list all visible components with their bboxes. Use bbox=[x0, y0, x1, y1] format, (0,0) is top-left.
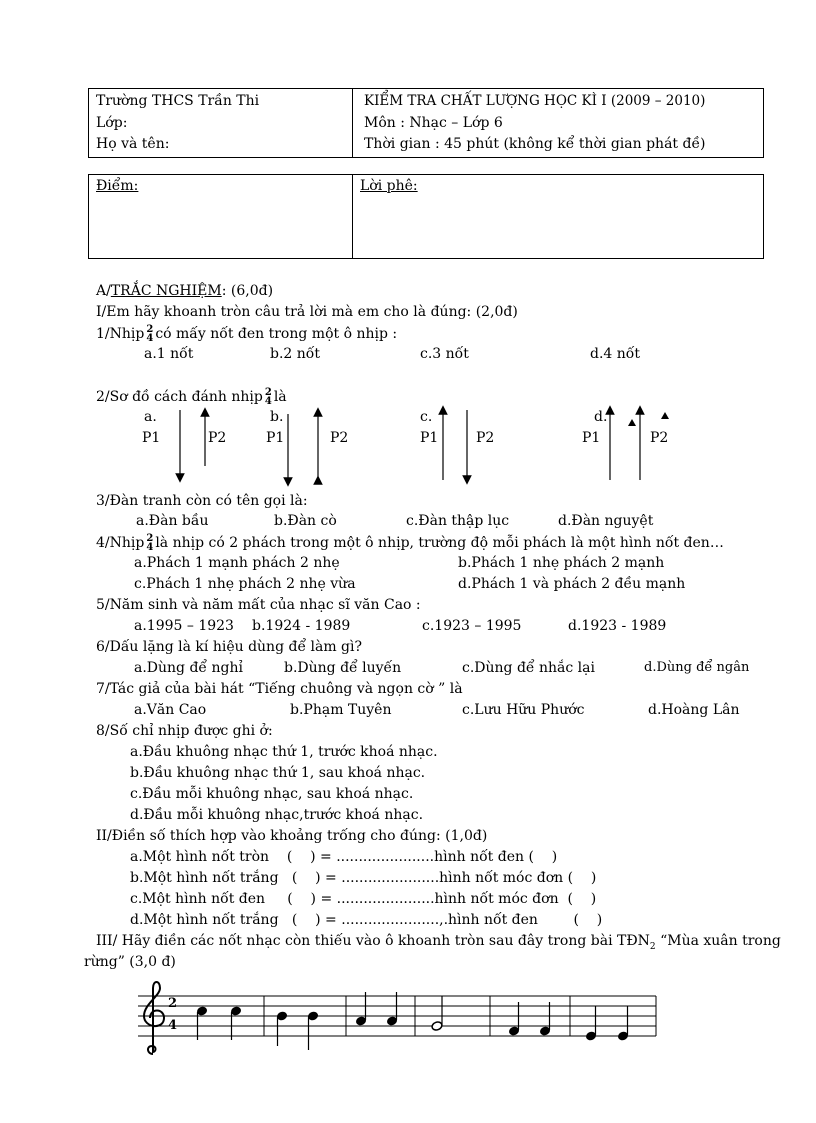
comment-label: Lời phê: bbox=[360, 178, 418, 194]
part2-line-a: a.Một hình nốt tròn ( ) = ......................hình nốt đen ( ) bbox=[130, 849, 558, 865]
school-name: Trường THCS Trần Thi bbox=[96, 93, 260, 109]
time-signature: 2 4 bbox=[146, 324, 154, 344]
half-note bbox=[431, 1021, 443, 1032]
q5-stem: 5/Năm sinh và năm mất của nhạc sĩ văn Cao : bbox=[96, 597, 421, 613]
q2-a-p2: P2 bbox=[208, 430, 227, 446]
q2-d-p2: P2 bbox=[650, 430, 669, 446]
q7-stem: 7/Tác giả của bài hát “Tiếng chuông và ngọn cờ ” là bbox=[96, 681, 463, 697]
q2-c-p2: P2 bbox=[476, 430, 495, 446]
quarter-note bbox=[197, 1006, 208, 1016]
small-triangle-icon bbox=[661, 412, 669, 419]
part1-title: I/Em hãy khoanh tròn câu trả lời mà em cho là đúng: (2,0đ) bbox=[96, 304, 518, 320]
q1-option-c: c.3 nốt bbox=[420, 346, 469, 362]
exam-time: Thời gian : 45 phút (không kể thời gian phát đề) bbox=[364, 136, 706, 152]
q8-stem: 8/Số chỉ nhịp được ghi ở: bbox=[96, 723, 273, 739]
q1-option-d: d.4 nốt bbox=[590, 346, 640, 362]
q8-option-d: d.Đầu mỗi khuông nhạc,trước khoá nhạc. bbox=[130, 807, 424, 823]
small-triangle-icon bbox=[628, 419, 636, 426]
q5-option-c: c.1923 – 1995 bbox=[422, 618, 522, 634]
q2-b-p2: P2 bbox=[330, 430, 349, 446]
q1-option-a: a.1 nốt bbox=[144, 346, 194, 362]
q4-option-b: b.Phách 1 nhẹ phách 2 mạnh bbox=[458, 555, 665, 571]
q2-stem: 2/Sơ đồ cách đánh nhịp 2 4 là bbox=[96, 387, 287, 407]
quarter-note bbox=[618, 1031, 629, 1041]
part3-title-line2: rừng” (3,0 đ) bbox=[84, 954, 176, 970]
staff-time-signature-bottom: 4 bbox=[168, 1018, 178, 1033]
exam-title: KIỂM TRA CHẤT LƯỢNG HỌC KÌ I (2009 – 2010) bbox=[364, 93, 706, 109]
quarter-note bbox=[586, 1031, 597, 1041]
q6-option-c: c.Dùng để nhắc lại bbox=[462, 660, 595, 676]
time-signature: 2 4 bbox=[146, 533, 154, 553]
name-label: Họ và tên: bbox=[96, 136, 170, 152]
q2-a-p1: P1 bbox=[142, 430, 161, 446]
quarter-note bbox=[540, 1026, 551, 1036]
quarter-note bbox=[509, 1026, 520, 1036]
q1-stem: 1/Nhịp 2 4 có mấy nốt đen trong một ô nhịp : bbox=[96, 324, 398, 344]
q7-option-d: d.Hoàng Lân bbox=[648, 702, 740, 718]
exam-subject: Môn : Nhạc – Lớp 6 bbox=[364, 115, 503, 131]
quarter-note bbox=[277, 1011, 288, 1021]
quarter-note bbox=[231, 1006, 242, 1016]
section-a-heading: A/TRẮC NGHIỆM: (6,0đ) bbox=[96, 283, 274, 299]
q3-option-b: b.Đàn cò bbox=[274, 513, 337, 529]
q2-b-p1: P1 bbox=[266, 430, 285, 446]
q6-option-d: d.Dùng để ngân bbox=[644, 660, 750, 675]
q3-option-a: a.Đàn bầu bbox=[136, 513, 209, 529]
part2-line-d: d.Một hình nốt trắng ( ) = ......................,.hình nốt đen ( ) bbox=[130, 912, 603, 928]
class-label: Lớp: bbox=[96, 115, 128, 131]
q8-option-c: c.Đầu mỗi khuông nhạc, sau khoá nhạc. bbox=[130, 786, 414, 802]
q2-option-a-label: a. bbox=[144, 409, 157, 425]
q3-option-c: c.Đàn thập lục bbox=[406, 513, 510, 529]
score-label: Điểm: bbox=[96, 178, 139, 194]
part2-line-c: c.Một hình nốt đen ( ) = ......................hình nốt móc đơn ( ) bbox=[130, 891, 597, 907]
q6-option-a: a.Dùng để nghỉ bbox=[134, 660, 243, 676]
q1-option-b: b.2 nốt bbox=[270, 346, 320, 362]
q6-option-b: b.Dùng để luyến bbox=[284, 660, 402, 676]
part3-title: III/ Hãy điền các nốt nhạc còn thiếu vào ô khoanh tròn sau đây trong bài $TĐN_2$ “Mùa xuân trong bbox=[96, 933, 781, 952]
q2-option-b-label: b. bbox=[270, 409, 284, 425]
q3-option-d: d.Đàn nguyệt bbox=[558, 513, 654, 529]
quarter-note bbox=[356, 1016, 367, 1026]
time-signature: 2 4 bbox=[264, 387, 272, 407]
grading-divider bbox=[352, 174, 353, 259]
q2-option-d-label: d. bbox=[594, 409, 608, 425]
q6-stem: 6/Dấu lặng là kí hiệu dùng để làm gì? bbox=[96, 639, 363, 655]
part2-line-b: b.Một hình nốt trắng ( ) = ......................hình nốt móc đơn ( ) bbox=[130, 870, 597, 886]
header-divider bbox=[352, 88, 353, 158]
q8-option-b: b.Đầu khuông nhạc thứ 1, sau khoá nhạc. bbox=[130, 765, 426, 781]
q5-option-a: a.1995 – 1923 bbox=[134, 618, 234, 634]
quarter-note bbox=[387, 1016, 398, 1026]
q4-option-a: a.Phách 1 mạnh phách 2 nhẹ bbox=[134, 555, 340, 571]
q8-option-a: a.Đầu khuông nhạc thứ 1, trước khoá nhạc. bbox=[130, 744, 438, 760]
q5-option-b: b.1924 - 1989 bbox=[252, 618, 351, 634]
q5-option-d: d.1923 - 1989 bbox=[568, 618, 667, 634]
q4-option-c: c.Phách 1 nhẹ phách 2 nhẹ vừa bbox=[134, 576, 356, 592]
quarter-note bbox=[308, 1011, 319, 1021]
q3-stem: 3/Đàn tranh còn có tên gọi là: bbox=[96, 493, 308, 509]
q4-option-d: d.Phách 1 và phách 2 đều mạnh bbox=[458, 576, 686, 592]
q7-option-a: a.Văn Cao bbox=[134, 702, 207, 718]
part2-title: II/Điền số thích hợp vào khoảng trống cho đúng: (1,0đ) bbox=[96, 828, 488, 844]
q2-c-p1: P1 bbox=[420, 430, 439, 446]
grading-table bbox=[88, 174, 764, 259]
q2-d-p1: P1 bbox=[582, 430, 601, 446]
q7-option-b: b.Phạm Tuyên bbox=[290, 702, 392, 718]
treble-clef-icon bbox=[144, 982, 164, 1054]
q7-option-c: c.Lưu Hữu Phước bbox=[462, 702, 585, 718]
q2-option-c-label: c. bbox=[420, 409, 433, 425]
staff-time-signature-top: 2 bbox=[168, 996, 178, 1011]
q4-stem: 4/Nhịp 2 4 là nhịp có 2 phách trong một ô nhịp, trường độ mỗi phách là một hình nốt đen… bbox=[96, 533, 724, 553]
